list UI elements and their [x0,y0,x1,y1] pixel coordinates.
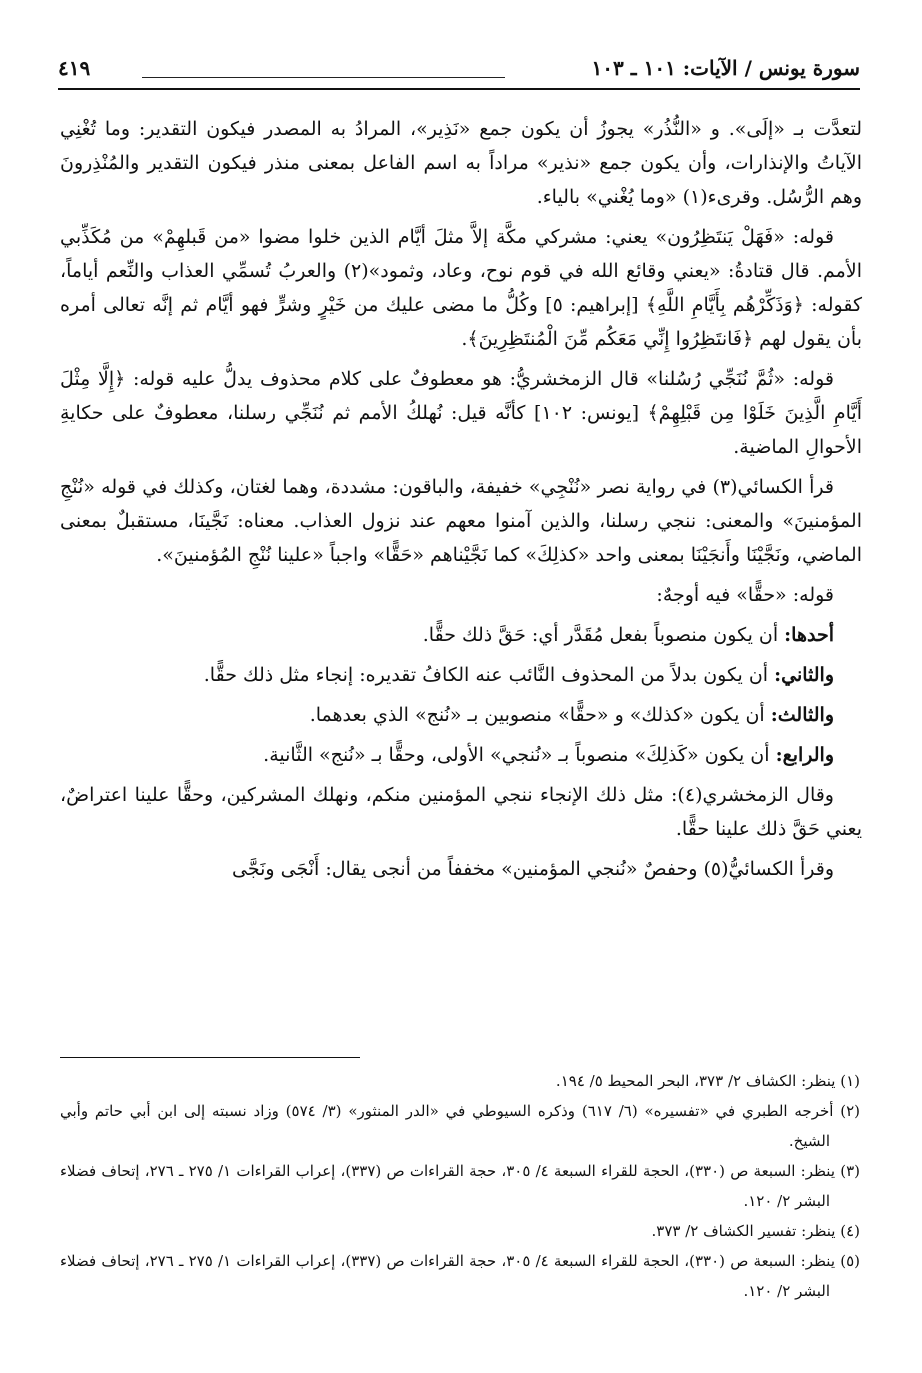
footnote: (٤) ينظر: تفسير الكشاف ٢/ ٣٧٣. [651,1222,860,1240]
option-text: أن يكون «كَذلِكَ» منصوباً بـ «نُنجي» الأولى، وحقًّا بـ «نُنج» الثَّانية. [263,744,770,766]
option-item [60,618,834,652]
header-rule [58,88,860,90]
paragraph: وقال الزمخشري(٤): مثل ذلك الإنجاء ننجي المؤمنين منكم، ونهلك المشركين، وحقًّا علينا اعتراضٌ، يعني حَقَّ ذلك علينا حقًّا. [60,784,862,840]
page-number: ٤١٩ [58,56,91,80]
paragraph: وقرأ الكسائيُّ(٥) وحفصٌ «نُنجي المؤمنين» مخففاً من أنجى يقال: أَنْجَى ونَجَّى [232,858,834,880]
footnote-separator [60,1057,360,1058]
header-leader-line [142,77,505,78]
option-item [60,738,834,772]
footnote: (١) ينظر: الكشاف ٢/ ٣٧٣، البحر المحيط ٥/ ١٩٤. [555,1072,860,1090]
option-lead: والثالث: [770,704,834,726]
footnote: (٥) ينظر: السبعة ص (٣٣٠)، الحجة للقراء السبعة ٤/ ٣٠٥، حجة القراءات ص (٣٣٧)، إعراب القراءات ١/ ٢٧٥ ـ ٢٧٦، إتحاف فضلاء البشر ٢/ ١٢٠. [60,1252,860,1300]
running-header [58,50,860,88]
running-title: سورة يونس / الآيات: ١٠١ ـ ١٠٣ [591,56,860,80]
paragraph: قوله: «حقًّا» فيه أوجهٌ: [656,584,834,606]
paragraph: قوله: «ثُمَّ نُنَجِّي رُسُلنا» قال الزمخشريُّ: هو معطوفٌ على كلام محذوف يدلُّ عليه قوله: ﴿إِلَّا مِثْلَ أَيَّامِ الَّذِينَ خَلَوْا مِن قَبْلِهِمْ﴾ [يونس: ١٠٢] كأنَّه قيل: نُهلكُ الأمم ثم نُنَجِّي رسلنا، معطوفٌ على حكايةِ الأحوالِ الماضية. [60,368,862,458]
option-item [60,658,834,692]
paragraph: قرأ الكسائي(٣) في رواية نصر «نُنْجِي» خفيفة، والباقون: مشددة، وهما لغتان، وكذلك في قوله «نُنْجِ المؤمنينَ» والمعنى: ننجي رسلنا، والذين آمنوا معهم عند نزول العذاب. معناه: نَجَّينَا، مستقبلٌ بمعنى الماضي، ونَجَّيْنَا وأَنجَيْنَا بمعنى واحد «كذلِكَ» كما نَجَّيْناهم «حَقًّا» واجباً «علينا نُنْجِ المُؤمنينَ». [60,476,862,566]
footnote: (٢) أخرجه الطبري في «تفسيره» (٦/ ٦١٧) وذكره السيوطي في «الدر المنثور» (٣/ ٥٧٤) وزاد نسبته إلى ابن أبي حاتم وأبي الشيخ. [60,1102,861,1150]
footnotes [60,1066,860,1306]
main-text [60,112,862,892]
paragraph: لتعدَّت بـ «إلَى». و «النُّذُر» يجوزُ أن يكون جمع «نَذِير»، المرادُ به المصدر فيكون التقدير: وما تُغْنِي الآياتُ والإنذارات، وأن يكون جمع «نذير» مراداً به اسم الفاعل بمعنى منذر فيكون التقدير والمُنْذِرونَ وهم الرُّسُل. وقرىء(١) «وما يُغْني» بالياء. [60,118,862,208]
footnote: (٣) ينظر: السبعة ص (٣٣٠)، الحجة للقراء السبعة ٤/ ٣٠٥، حجة القراءات ص (٣٣٧)، إعراب القراءات ١/ ٢٧٥ ـ ٢٧٦، إتحاف فضلاء البشر ٢/ ١٢٠. [60,1162,860,1210]
option-text: أن يكون «كذلك» و «حقًّا» منصوبين بـ «نُنج» الذي بعدهما. [309,704,765,726]
option-text: أن يكون منصوباً بفعل مُقَدَّر أي: حَقَّ ذلك حقًّا. [422,624,779,646]
option-lead: والرابع: [775,744,834,766]
option-text: أن يكون بدلاً من المحذوف النَّائب عنه الكافُ تقديره: إنجاء مثل ذلك حقًّا. [203,664,769,686]
option-lead: أحدها: [784,624,834,646]
option-lead: والثاني: [774,664,834,686]
paragraph: قوله: «فَهَلْ يَنتَظِرُون» يعني: مشركي مكَّة إلاَّ مثلَ أيَّام الذين خلوا مضوا «من قَبلهِمْ» من مُكَذِّبي الأمم. قال قتادةُ: «يعني وقائع الله في قوم نوح، وعاد، وثمود»(٢) والعربُ تُسمِّي العذاب والنِّعم أياماً، كقوله: ﴿وَذَكِّرْهُم بِأَيَّامِ اللَّهِ﴾ [إبراهيم: ٥] وكُلُّ ما مضى عليك من خَيْرٍ وشرٍّ فهو أيَّام ثم إنَّه تعالى أمره بأن يقول لهم ﴿فَانتَظِرُوا إِنِّي مَعَكُم مِّنَ الْمُنتَظِرِينَ﴾. [60,226,862,350]
option-item [60,698,834,732]
